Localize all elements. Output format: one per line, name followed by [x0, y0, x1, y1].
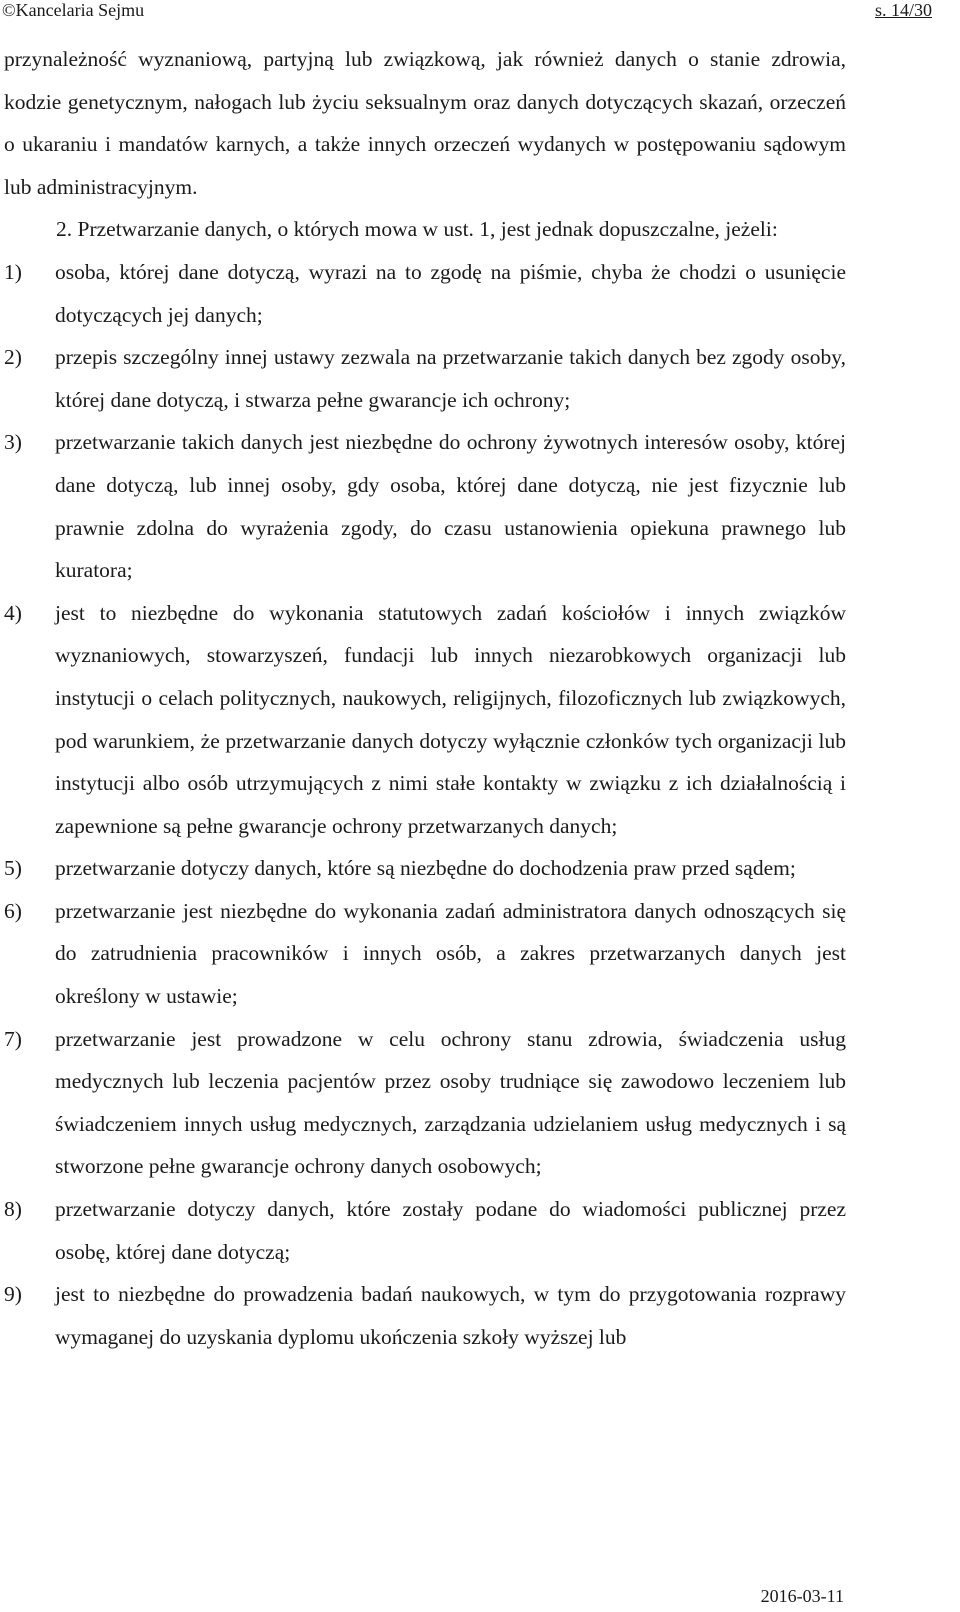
list-item-text: przetwarzanie dotyczy danych, które zostały podane do wiadomości publicznej przez osobę, której dane dotyczą;: [55, 1197, 846, 1264]
conditions-list: [4, 251, 846, 1358]
document-body: [4, 38, 846, 1358]
list-item-text: przetwarzanie dotyczy danych, które są niezbędne do dochodzenia praw przed sądem;: [55, 856, 796, 881]
list-item: [4, 1273, 846, 1358]
list-item: [4, 421, 846, 591]
list-item-text: jest to niezbędne do prowadzenia badań naukowych, w tym do przygotowania rozprawy wymaganej do uzyskania dyplomu ukończenia szkoły wyższej lub: [55, 1282, 846, 1349]
list-item-text: przepis szczególny innej ustawy zezwala na przetwarzanie takich danych bez zgody osoby, której dane dotyczą, i stwarza pełne gwarancje ich ochrony;: [55, 345, 846, 412]
list-item-number: 8): [4, 1197, 22, 1222]
page-number: s. 14/30: [874, 0, 932, 20]
list-item: [4, 890, 846, 1018]
intro-paragraph: przynależność wyznaniową, partyjną lub związkową, jak również danych o stanie zdrowia, kodzie genetycznym, nałogach lub życiu seksualnym oraz danych dotyczących skazań, orzeczeń o ukaraniu i mandatów karnych, a także innych orzeczeń wydanych w postępowaniu sądowym lub administracyjnym.: [4, 47, 846, 199]
list-item-number: 2): [4, 345, 22, 370]
document-date: 2016-03-11: [760, 1586, 844, 1606]
list-item: [4, 847, 846, 890]
list-item: [4, 251, 846, 336]
list-item-number: 9): [4, 1282, 22, 1307]
section-2-paragraph: 2. Przetwarzanie danych, o których mowa w ust. 1, jest jednak dopuszczalne, jeżeli:: [56, 217, 778, 242]
list-item-text: jest to niezbędne do wykonania statutowych zadań kościołów i innych związków wyznaniowych, stowarzyszeń, fundacji lub innych niezarobkowych organizacji lub instytucji o celach politycznych, naukowych, religijnych, filozoficznych lub związkowych, pod warunkiem, że przetwarzanie danych dotyczy wyłącznie członków tych organizacji lub instytucji albo osób utrzymujących z nimi stałe kontakty w związku z ich działalnością i zapewnione są pełne gwarancje ochrony przetwarzanych danych;: [55, 600, 846, 838]
list-item-number: 4): [4, 600, 22, 625]
list-item: [4, 1018, 846, 1188]
list-item-text: przetwarzanie takich danych jest niezbędne do ochrony żywotnych interesów osoby, której dane dotyczą, lub innej osoby, gdy osoba, której dane dotyczą, nie jest fizycznie lub prawnie zdolna do wyrażenia zgody, do czasu ustanowienia opiekuna prawnego lub kuratora;: [55, 430, 846, 583]
list-item-number: 5): [4, 856, 22, 881]
list-item-text: osoba, której dane dotyczą, wyrazi na to zgodę na piśmie, chyba że chodzi o usunięcie dotyczących jej danych;: [55, 259, 846, 327]
list-item-number: 3): [4, 430, 22, 455]
list-item: [4, 592, 846, 848]
list-item-text: przetwarzanie jest niezbędne do wykonania zadań administratora danych odnoszących się do zatrudnienia pracowników i innych osób, a zakres przetwarzanych danych jest określony w ustawie;: [55, 898, 846, 1009]
list-item-number: 1): [4, 259, 22, 284]
copyright-notice: ©Kancelaria Sejmu: [2, 0, 145, 20]
list-item: [4, 336, 846, 421]
list-item-number: 6): [4, 898, 22, 923]
list-item-number: 7): [4, 1026, 22, 1051]
list-item: [4, 1188, 846, 1273]
list-item-text: przetwarzanie jest prowadzone w celu ochrony stanu zdrowia, świadczenia usług medycznych lub leczenia pacjentów przez osoby trudniące się zawodowo leczeniem lub świadczeniem innych usług medycznych, zarządzania udzielaniem usług medycznych i są stworzone pełne gwarancje ochrony danych osobowych;: [55, 1026, 846, 1179]
